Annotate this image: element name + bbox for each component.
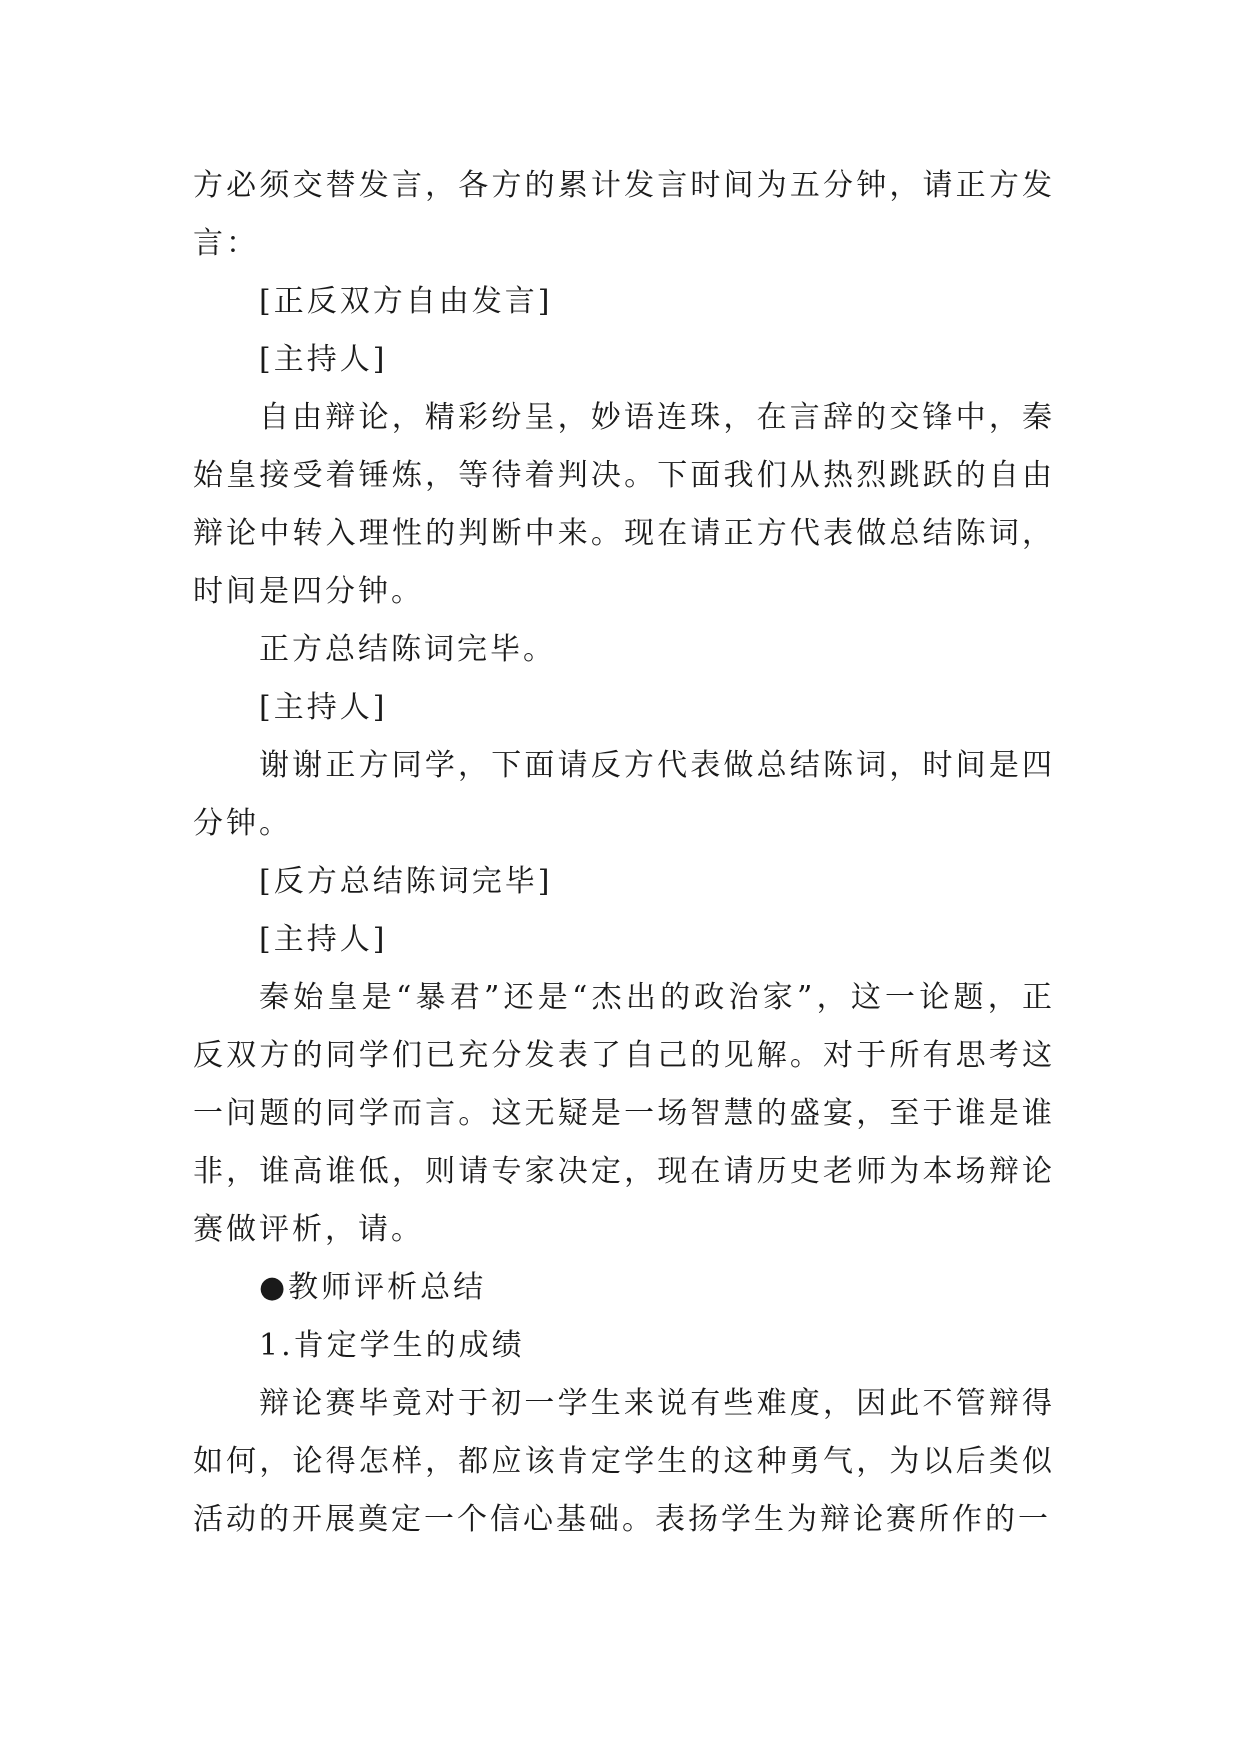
paragraph: 谢谢正方同学，下面请反方代表做总结陈词，时间是四分钟。 [193, 748, 1055, 841]
stage-direction: [反方总结陈词完毕] [259, 864, 553, 899]
body-text [193, 157, 1055, 1549]
speaker-label: [主持人] [259, 342, 388, 377]
subsection-heading: 1.肯定学生的成绩 [259, 1328, 525, 1363]
paragraph: 辩论赛毕竟对于初一学生来说有些难度，因此不管辩得如何，论得怎样，都应该肯定学生的这种勇气，为以后类似活动的开展奠定一个信心基础。表扬学生为辩论赛所作的一 [193, 1386, 1055, 1537]
speaker-label: [主持人] [259, 690, 388, 725]
paragraph: 方必须交替发言，各方的累计发言时间为五分钟，请正方发言： [193, 168, 1055, 261]
paragraph: 秦始皇是“暴君”还是“杰出的政治家”，这一论题，正反双方的同学们已充分发表了自己的见解。对于所有思考这一问题的同学而言。这无疑是一场智慧的盛宴，至于谁是谁非，谁高谁低，则请专家决定，现在请历史老师为本场辩论赛做评析，请。 [193, 980, 1055, 1247]
paragraph: 自由辩论，精彩纷呈，妙语连珠，在言辞的交锋中，秦始皇接受着锤炼，等待着判决。下面我们从热烈跳跃的自由辩论中转入理性的判断中来。现在请正方代表做总结陈词，时间是四分钟。 [193, 400, 1055, 609]
speaker-label: [主持人] [259, 922, 388, 957]
paragraph: 正方总结陈词完毕。 [259, 632, 556, 667]
section-heading: ●教师评析总结 [259, 1270, 487, 1305]
stage-direction: [正反双方自由发言] [259, 284, 553, 319]
